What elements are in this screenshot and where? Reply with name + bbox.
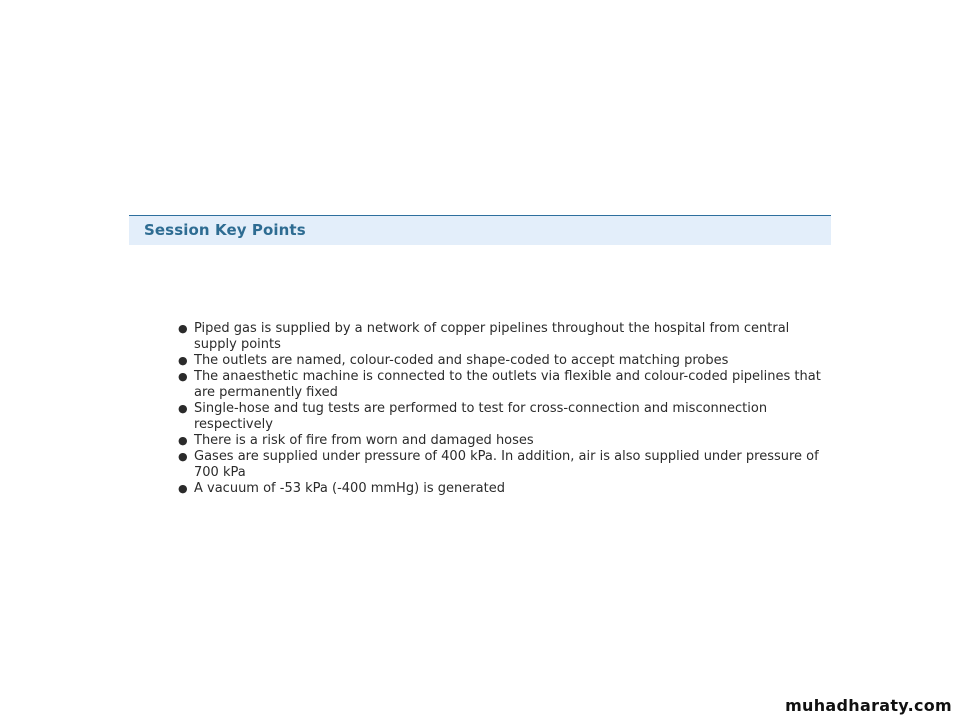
bullet-icon: ●: [178, 482, 188, 495]
bullet-icon: ●: [178, 322, 188, 335]
key-point-item: [176, 321, 832, 353]
key-point-item: [176, 401, 832, 433]
watermark: muhadharaty.com: [785, 696, 952, 715]
key-point-item: [176, 449, 832, 481]
bullet-icon: ●: [178, 354, 188, 367]
key-point-text: There is a risk of fire from worn and damaged hoses: [194, 433, 534, 448]
bullet-icon: ●: [178, 370, 188, 383]
section-title: Session Key Points: [144, 221, 306, 239]
key-point-text: Gases are supplied under pressure of 400 kPa. In addition, air is also supplied under pressure of 700 kPa: [194, 449, 819, 480]
key-point-item: [176, 433, 832, 449]
key-points-list: [176, 321, 832, 497]
bullet-icon: ●: [178, 402, 188, 415]
key-point-item: [176, 369, 832, 401]
key-point-text: Single-hose and tug tests are performed to test for cross-connection and misconnection respectively: [194, 401, 768, 432]
key-point-item: [176, 353, 832, 369]
key-point-text: The outlets are named, colour-coded and shape-coded to accept matching probes: [194, 353, 729, 368]
key-point-text: The anaesthetic machine is connected to the outlets via flexible and colour-coded pipelines that are permanently fixed: [194, 369, 821, 400]
key-point-item: [176, 481, 832, 497]
bullet-icon: ●: [178, 434, 188, 447]
section-header: [129, 215, 831, 245]
key-point-text: Piped gas is supplied by a network of copper pipelines throughout the hospital from central supply points: [194, 321, 790, 352]
key-point-text: A vacuum of -53 kPa (-400 mmHg) is generated: [194, 481, 505, 496]
bullet-icon: ●: [178, 450, 188, 463]
